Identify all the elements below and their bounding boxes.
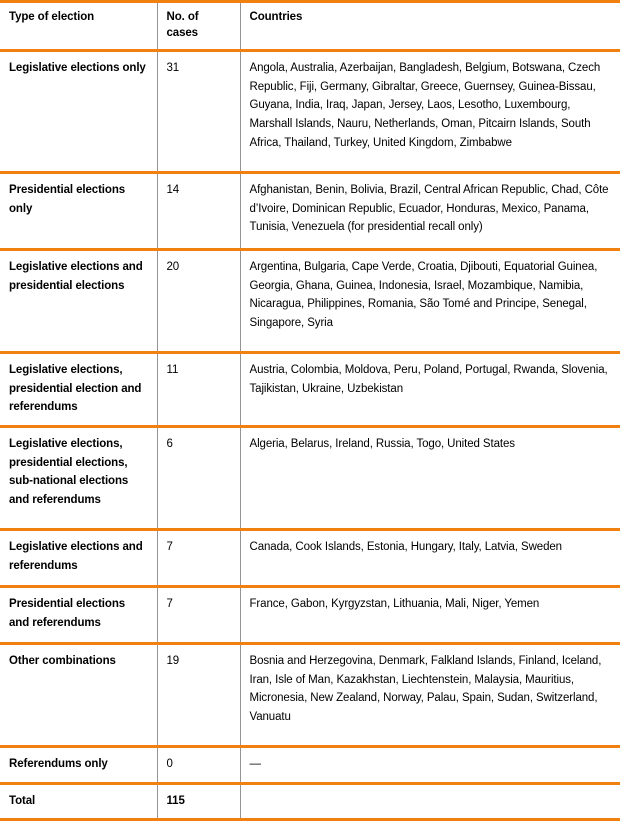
cell-total-label: Total [0, 783, 157, 820]
cell-no-of-cases: 11 [157, 353, 240, 427]
cell-no-of-cases: 6 [157, 426, 240, 529]
table-row [0, 51, 620, 173]
cell-countries: France, Gabon, Kyrgyzstan, Lithuania, Mali, Niger, Yemen [240, 586, 620, 643]
column-header-countries: Countries [240, 2, 620, 51]
cell-no-of-cases: 7 [157, 586, 240, 643]
cell-no-of-cases: 14 [157, 173, 240, 250]
cell-type-of-election: Presidential elections only [0, 173, 157, 250]
cell-countries: Angola, Australia, Azerbaijan, Bangladesh, Belgium, Botswana, Czech Republic, Fiji, Germany, Gibraltar, Greece, Guernsey, Guinea-Bissau, Guyana, India, Iraq, Japan, Jersey, Laos, Lesotho, Luxembourg, Marshall Islands, Nauru, Netherlands, Oman, Pitcairn Islands, South Africa, Thailand, Turkey, United Kingdom, Zimbabwe [240, 51, 620, 173]
cell-countries: — [240, 746, 620, 783]
column-header-type-of-election: Type of election [0, 2, 157, 51]
table-header-row [0, 2, 620, 51]
cell-type-of-election: Referendums only [0, 746, 157, 783]
cell-type-of-election: Legislative elections, presidential election and referendums [0, 353, 157, 427]
cell-no-of-cases: 20 [157, 250, 240, 353]
table-row [0, 173, 620, 250]
cell-type-of-election: Legislative elections and presidential elections [0, 250, 157, 353]
cell-type-of-election: Other combinations [0, 643, 157, 746]
cell-countries: Afghanistan, Benin, Bolivia, Brazil, Central African Republic, Chad, Côte d’Ivoire, Dominican Republic, Ecuador, Honduras, Mexico, Panama, Tunisia, Venezuela (for presidential recall only) [240, 173, 620, 250]
cell-type-of-election: Legislative elections, presidential elections, sub-national elections and referendums [0, 426, 157, 529]
table-row [0, 643, 620, 746]
cell-total-countries [240, 783, 620, 820]
table-body [0, 51, 620, 820]
cell-countries: Argentina, Bulgaria, Cape Verde, Croatia, Djibouti, Equatorial Guinea, Georgia, Ghana, Guinea, Indonesia, Israel, Mozambique, Namibia, Nicaragua, Philippines, Romania, São Tomé and Principe, Senegal, Singapore, Syria [240, 250, 620, 353]
cell-type-of-election: Legislative elections and referendums [0, 529, 157, 586]
cell-type-of-election: Presidential elections and referendums [0, 586, 157, 643]
table-row [0, 250, 620, 353]
table-row [0, 586, 620, 643]
column-header-no-of-cases: No. of cases [157, 2, 240, 51]
cell-countries: Algeria, Belarus, Ireland, Russia, Togo, United States [240, 426, 620, 529]
cell-countries: Austria, Colombia, Moldova, Peru, Poland, Portugal, Rwanda, Slovenia, Tajikistan, Ukraine, Uzbekistan [240, 353, 620, 427]
table-row [0, 529, 620, 586]
table-row-total [0, 783, 620, 820]
cell-type-of-election: Legislative elections only [0, 51, 157, 173]
cell-no-of-cases: 31 [157, 51, 240, 173]
cell-countries: Bosnia and Herzegovina, Denmark, Falkland Islands, Finland, Iceland, Iran, Isle of Man, Kazakhstan, Liechtenstein, Malaysia, Mauritius, Micronesia, New Zealand, Norway, Palau, Spain, Sudan, Switzerland, Vanuatu [240, 643, 620, 746]
table-row [0, 353, 620, 427]
cell-no-of-cases: 7 [157, 529, 240, 586]
cell-no-of-cases: 0 [157, 746, 240, 783]
table-row [0, 426, 620, 529]
cell-no-of-cases: 19 [157, 643, 240, 746]
table-header [0, 2, 620, 51]
table-row [0, 746, 620, 783]
cell-total-cases: 115 [157, 783, 240, 820]
cell-countries: Canada, Cook Islands, Estonia, Hungary, Italy, Latvia, Sweden [240, 529, 620, 586]
